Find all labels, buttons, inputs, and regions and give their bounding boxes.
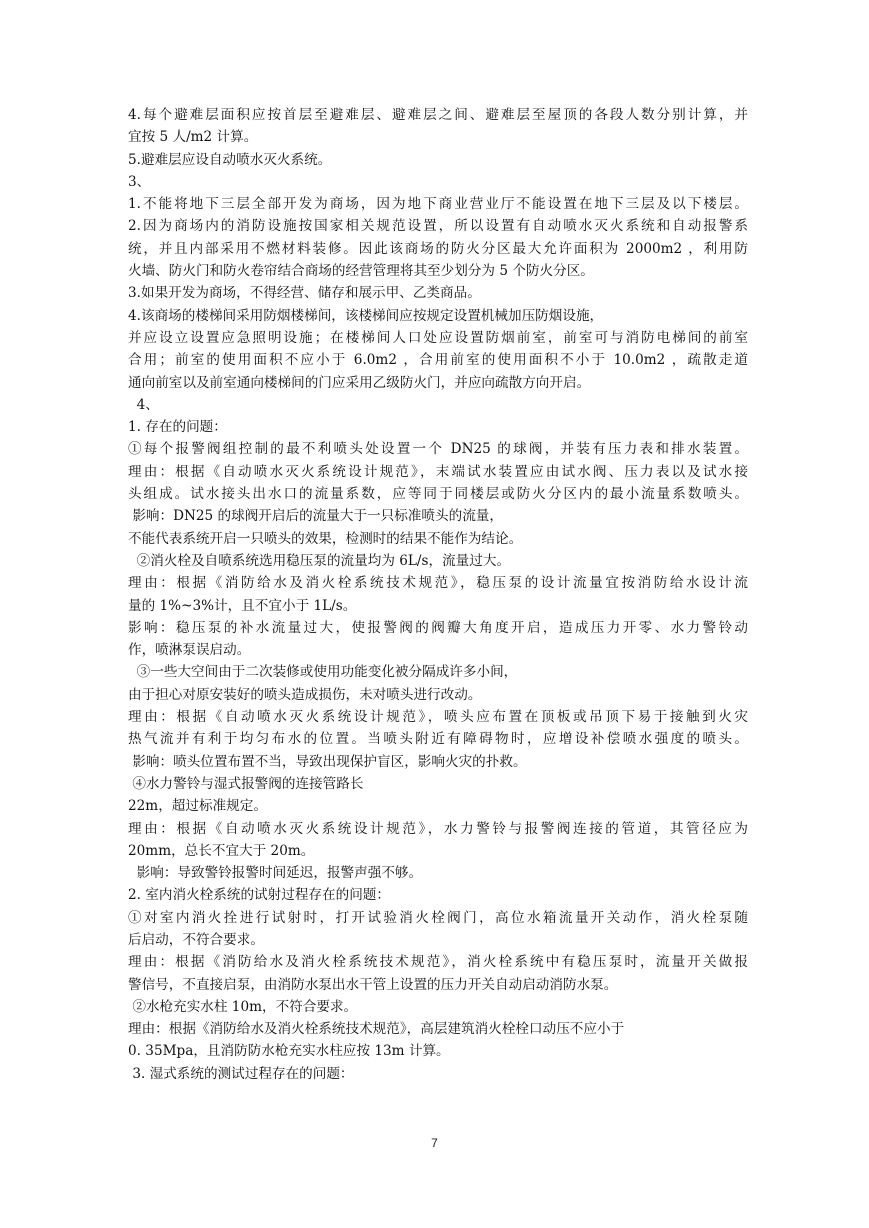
body-text	[128, 104, 748, 1085]
text-line: 3.如果开发为商场，不得经营、储存和展示甲、乙类商品。	[128, 285, 481, 302]
text-line: 2.因为商场内的消防设施按国家相关规范设置，所以设置有自动喷水灭火系统和自动报警系	[128, 218, 748, 235]
text-line: 4.每个避难层面积应按首层至避难层、避难层之间、避难层至屋顶的各段人数分别计算，并	[128, 107, 748, 123]
text-line: 1.不能将地下三层全部开发为商场，因为地下商业营业厅不能设置在地下三层及以下楼层。	[128, 196, 748, 213]
text-line: 不能代表系统开启一只喷头的效果，检测时的结果不能作为结论。	[128, 530, 523, 547]
text-line: ②消火栓及自喷系统选用稳压泵的流量均为 6L/s，流量过大。	[128, 552, 511, 569]
text-line: 3. 湿式系统的测试过程存在的问题：	[128, 1065, 354, 1082]
text-line: 4、	[128, 396, 159, 413]
text-line: 理由：根据《消防给水及消火栓系统技术规范》，稳压泵的设计流量宜按消防给水设计流	[128, 575, 748, 592]
text-line: 影响：稳压泵的补水流量过大，使报警阀的阀瓣大角度开启，造成压力开零、水力警铃动	[128, 619, 748, 636]
text-line: 3、	[128, 173, 151, 190]
text-line: 后启动，不符合要求。	[128, 931, 264, 948]
text-line: 统，并且内部采用不燃材料装修。因此该商场的防火分区最大允许面积为 2000m2 ，利用防	[128, 240, 748, 257]
text-line: 理由：根据《自动喷水灭火系统设计规范》，末端试水装置应由试水阀、压力表以及试水接	[128, 463, 748, 480]
text-line: ③一些大空间由于二次装修或使用功能变化被分隔成许多小间，	[128, 664, 518, 681]
text-line: 影响：导致警铃报警时间延迟，报警声强不够。	[128, 865, 423, 882]
text-line: 量的 1%~3%计，且不宜小于 1L/s。	[128, 597, 357, 614]
text-line: 22m，超过标准规定。	[128, 798, 267, 815]
text-line: 热气流并有利于均匀布水的位置。当喷头附近有障碍物时，应增设补偿喷水强度的喷头。	[128, 731, 748, 748]
text-line: ①对室内消火拴进行试射时，打开试验消火栓阀门，高位水箱流量开关动作，消火栓泵随	[128, 909, 748, 926]
text-line: 2. 室内消火栓系统的试射过程存在的问题：	[128, 887, 390, 904]
text-line: 头组成。试水接头出水口的流量系数，应等同于同楼层或防火分区内的最小流量系数喷头。	[128, 486, 748, 503]
text-line: 影响：喷头位置布置不当，导致出现保护盲区，影响火灾的扑救。	[128, 753, 527, 770]
text-line: 20mm，总长不宜大于 20m。	[128, 842, 315, 859]
text-line: 并应设立设置应急照明设施；在楼梯间人口处应设置防烟前室，前室可与消防电梯间的前室	[128, 329, 748, 346]
text-line: 通向前室以及前室通向楼梯间的门应采用乙级防火门，并应向疏散方向开启。	[128, 374, 591, 391]
text-line: ①每个报警阀组控制的最不利喷头处设置一个 DN25 的球阀，并装有压力表和排水装置。	[128, 441, 748, 458]
text-line: 作，喷淋泵误启动。	[128, 642, 251, 659]
text-line: 合用；前室的使用面积不应小于 6.0m2 ，合用前室的使用面积不小于 10.0m2 ，疏散走道	[128, 352, 748, 369]
text-line: 警信号，不直接启泵，由消防水泵出水干管上设置的压力开关自动启动消防水泵。	[128, 976, 618, 993]
text-line: 0. 35Mpa，且消防防水枪充实水柱应按 13m 计算。	[128, 1043, 450, 1060]
text-line: ②水枪充实水柱 10m，不符合要求。	[128, 998, 358, 1015]
text-line: 理由：根据《消防给水及消火栓系统技术规范》，高层建筑消火栓栓口动压不应小于	[128, 1021, 625, 1038]
text-line: 影响：DN25 的球阀开启后的流量大于一只标准喷头的流量，	[128, 508, 503, 525]
text-line: 火墙、防火门和防火卷帘结合商场的经营管理将其至少划分为 5 个防火分区。	[128, 263, 594, 280]
text-line: 理由：根据《消防给水及消火栓系统技术规范》，消火栓系统中有稳压泵时，流量开关做报	[128, 954, 748, 971]
text-line: 5.避难层应设自动喷水灭火系统。	[128, 151, 332, 168]
text-line: 1. 存在的问题：	[128, 419, 227, 436]
text-line: 理由：根据《自动喷水灭火系统设计规范》，水力警铃与报警阀连接的管道，其管径应为	[128, 820, 748, 837]
text-line: ④水力警铃与湿式报警阀的连接管路长	[128, 775, 364, 792]
text-line: 4.该商场的楼梯间采用防烟楼梯间，该楼梯间应按规定设置机械加压防烟设施，	[128, 307, 604, 324]
text-line: 理由：根据《自动喷水灭火系统设计规范》，喷头应布置在顶板或吊顶下易于接触到火灾	[128, 709, 748, 726]
text-line: 宜按 5 人/m2 计算。	[128, 129, 258, 146]
text-line: 由于担心对原安装好的喷头造成损伤，未对喷头进行改动。	[128, 686, 482, 703]
page-number: 7	[431, 1136, 438, 1150]
